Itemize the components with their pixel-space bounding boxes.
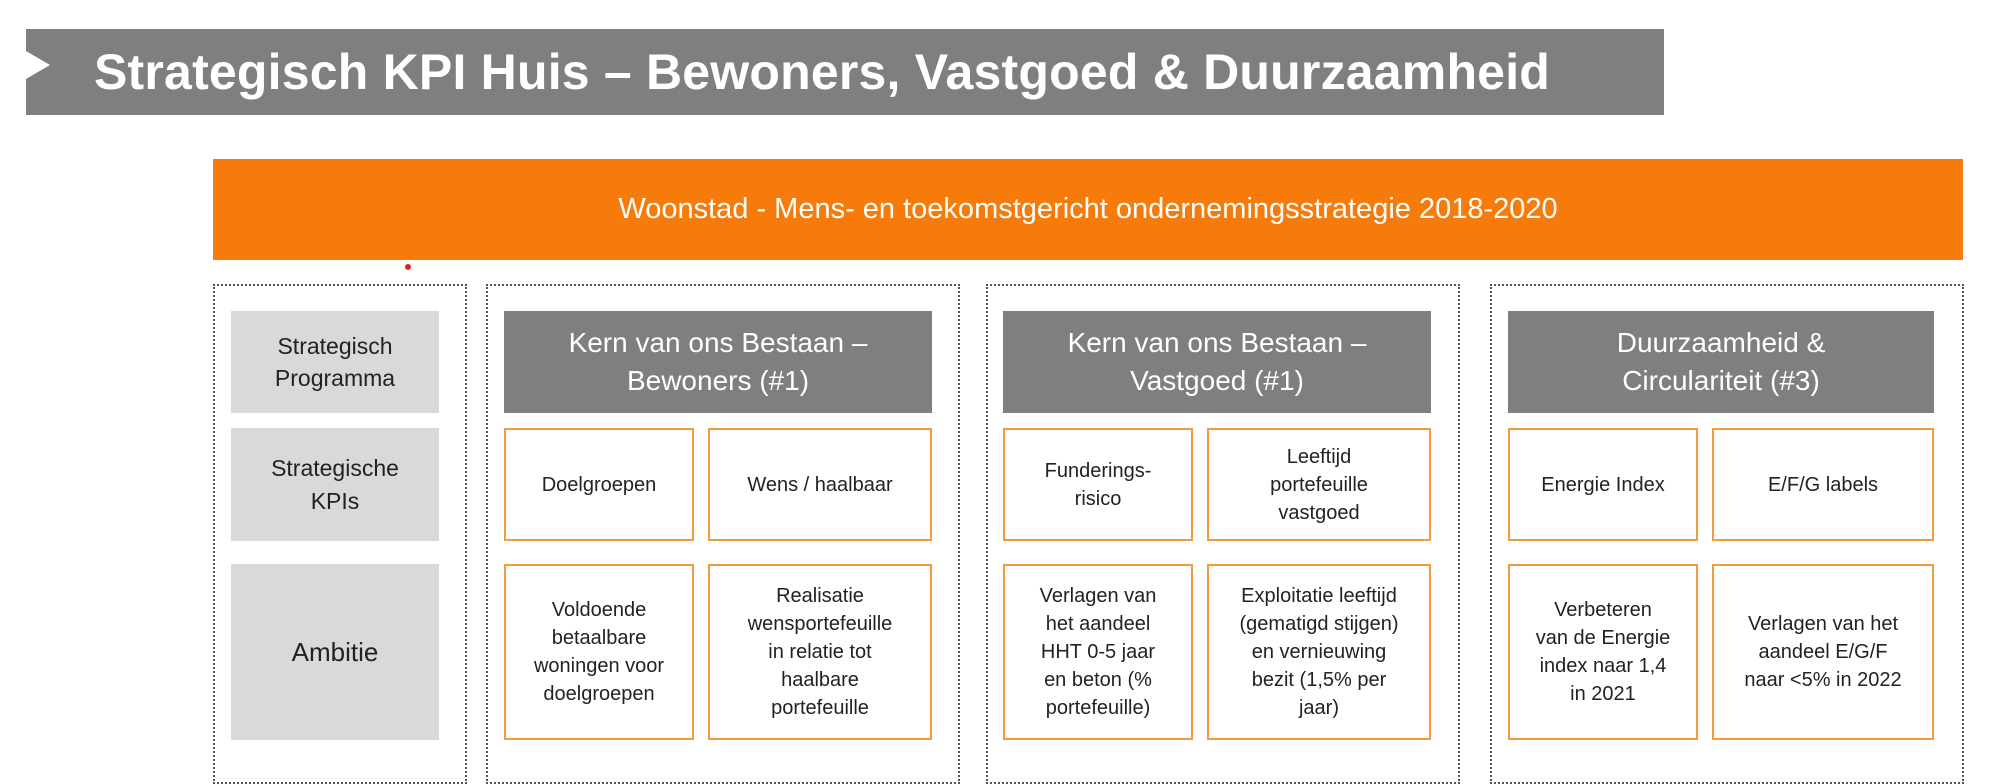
page-title: Strategisch KPI Huis – Bewoners, Vastgoed & Duurzaamheid — [94, 44, 1551, 100]
strategy-banner: Woonstad - Mens- en toekomstgericht ondernemingsstrategie 2018-2020 — [213, 159, 1963, 260]
ambition-exploitatie-leeftijd: Exploitatie leeftijd (gematigd stijgen) en vernieuwing bezit (1,5% per jaar) — [1207, 564, 1431, 740]
label-strategische-kpis: Strategische KPIs — [231, 428, 439, 541]
title-arrow-icon — [26, 51, 50, 79]
label-ambitie: Ambitie — [231, 564, 439, 740]
annotation-dot — [405, 264, 411, 270]
title-bar — [26, 29, 1664, 115]
ambition-wensportefeuille: Realisatie wensportefeuille in relatie tot haalbare portefeuille — [708, 564, 932, 740]
kpi-leeftijd-portefeuille: Leeftijd portefeuille vastgoed — [1207, 428, 1431, 541]
ambition-energie-index: Verbeteren van de Energie index naar 1,4 in 2021 — [1508, 564, 1698, 740]
kpi-funderingsrisico: Funderings- risico — [1003, 428, 1193, 541]
kpi-wens-haalbaar: Wens / haalbaar — [708, 428, 932, 541]
ambition-betaalbare-woningen: Voldoende betaalbare woningen voor doelgroepen — [504, 564, 694, 740]
program-heading-vastgoed: Kern van ons Bestaan – Vastgoed (#1) — [1003, 311, 1431, 413]
program-heading-duurzaamheid: Duurzaamheid & Circulariteit (#3) — [1508, 311, 1934, 413]
kpi-doelgroepen: Doelgroepen — [504, 428, 694, 541]
ambition-verlagen-efg: Verlagen van het aandeel E/G/F naar <5% in 2022 — [1712, 564, 1934, 740]
ambition-verlagen-hht: Verlagen van het aandeel HHT 0-5 jaar en beton (% portefeuille) — [1003, 564, 1193, 740]
label-strategisch-programma: Strategisch Programma — [231, 311, 439, 413]
kpi-energie-index: Energie Index — [1508, 428, 1698, 541]
kpi-efg-labels: E/F/G labels — [1712, 428, 1934, 541]
program-heading-bewoners: Kern van ons Bestaan – Bewoners (#1) — [504, 311, 932, 413]
